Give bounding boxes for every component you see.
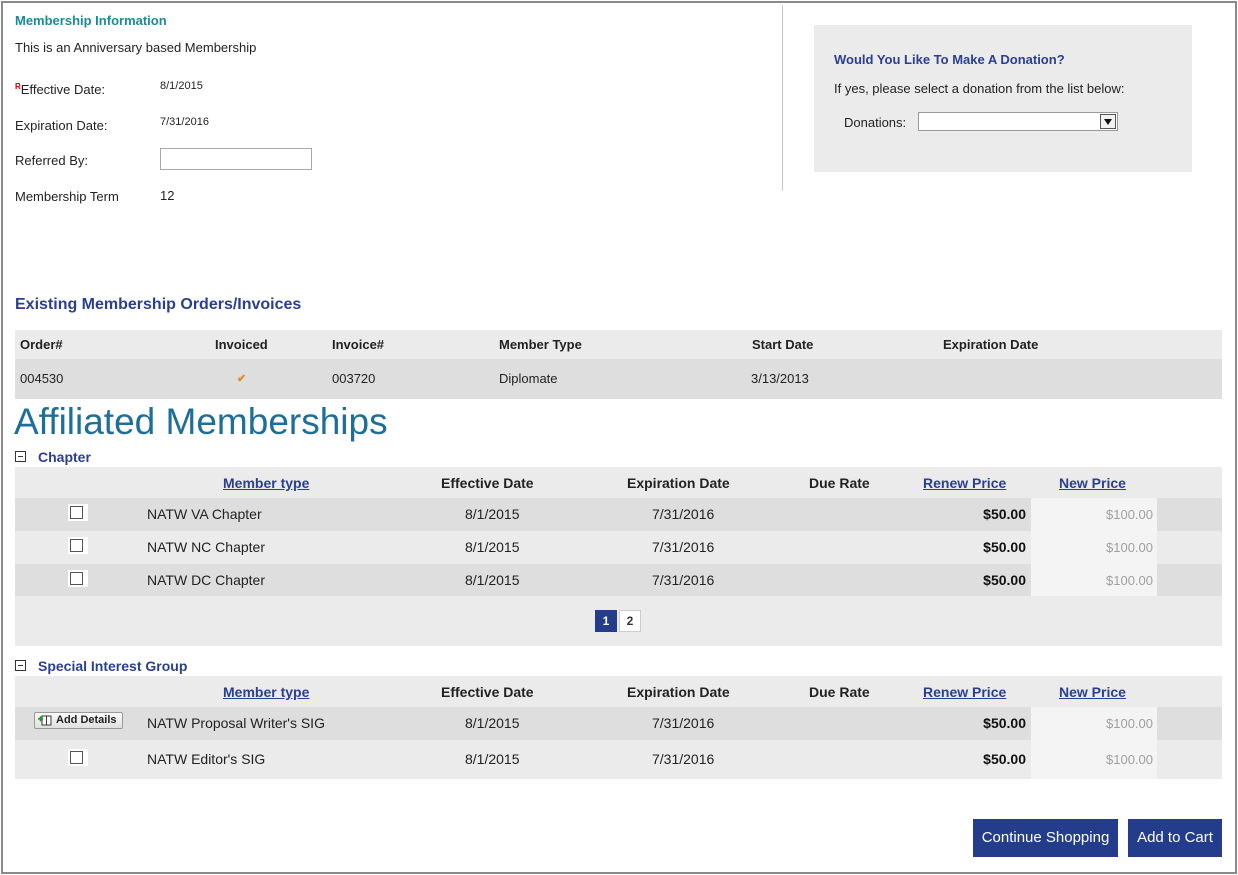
sort-new-price-link[interactable]: New Price xyxy=(1059,684,1126,700)
effective-date: 8/1/2015 xyxy=(465,715,520,731)
donation-description: If yes, please select a donation from the list below: xyxy=(834,81,1125,96)
effective-date: 8/1/2015 xyxy=(465,751,520,767)
sig-group-title[interactable]: Special Interest Group xyxy=(38,658,188,674)
expiration-date: 7/31/2016 xyxy=(652,715,715,731)
checkmark-icon: ✔ xyxy=(237,373,247,385)
required-marker: R xyxy=(15,82,21,91)
minus-box-icon[interactable] xyxy=(15,451,26,462)
membership-term-label: Membership Term xyxy=(15,189,119,204)
add-details-button[interactable] xyxy=(34,712,123,729)
effective-date-value: 8/1/2015 xyxy=(160,80,203,92)
donations-select[interactable] xyxy=(918,112,1118,131)
table-row xyxy=(15,740,1222,779)
sort-member-type-link[interactable]: Member type xyxy=(223,475,310,491)
new-price: $100.00 xyxy=(1106,716,1153,731)
select-checkbox[interactable] xyxy=(70,751,83,764)
effective-date-label-group xyxy=(15,82,105,97)
orders-title: Existing Membership Orders/Invoices xyxy=(15,296,302,313)
select-checkbox[interactable] xyxy=(70,539,83,552)
sort-renew-price-link[interactable]: Renew Price xyxy=(923,475,1007,491)
start-date: 3/13/2013 xyxy=(751,371,809,386)
renew-price: $50.00 xyxy=(983,751,1026,767)
col-invoice: Invoice# xyxy=(332,337,385,352)
table-row xyxy=(15,498,1222,531)
new-price: $100.00 xyxy=(1106,507,1153,522)
sort-member-type-link[interactable]: Member type xyxy=(223,684,310,700)
table-row xyxy=(15,707,1222,740)
add-to-cart-button[interactable]: Add to Cart xyxy=(1128,819,1222,857)
sort-new-price-link[interactable]: New Price xyxy=(1059,475,1126,491)
member-type-name: NATW VA Chapter xyxy=(147,506,262,522)
renew-price: $50.00 xyxy=(983,539,1026,555)
referred-by-label: Referred By: xyxy=(15,153,88,168)
new-price: $100.00 xyxy=(1106,540,1153,555)
col-expiration-date: Expiration Date xyxy=(943,337,1039,352)
member-type-name: NATW DC Chapter xyxy=(147,572,265,588)
expiration-date: 7/31/2016 xyxy=(652,751,715,767)
expiration-date: 7/31/2016 xyxy=(652,539,715,555)
orders-table-header xyxy=(15,330,1222,359)
membership-term-value: 12 xyxy=(160,188,175,203)
col-member-type: Member Type xyxy=(499,337,582,352)
expiration-date: 7/31/2016 xyxy=(652,572,715,588)
col-expiration-date: Expiration Date xyxy=(627,475,730,491)
new-price: $100.00 xyxy=(1106,573,1153,588)
page-1-button[interactable]: 1 xyxy=(595,610,617,632)
table-row xyxy=(15,359,1222,399)
donation-panel xyxy=(814,25,1192,172)
donations-label: Donations: xyxy=(844,115,907,130)
renew-price: $50.00 xyxy=(983,715,1026,731)
referred-by-input[interactable] xyxy=(160,148,312,170)
membership-subtitle: This is an Anniversary based Membership xyxy=(15,40,257,55)
new-price: $100.00 xyxy=(1106,752,1153,767)
col-effective-date: Effective Date xyxy=(441,475,534,491)
renew-price: $50.00 xyxy=(983,506,1026,522)
minus-box-icon[interactable] xyxy=(15,660,26,671)
donation-title: Would You Like To Make A Donation? xyxy=(834,52,1065,67)
select-checkbox[interactable] xyxy=(70,572,83,585)
page-2-button[interactable]: 2 xyxy=(619,610,641,632)
add-book-icon xyxy=(38,715,52,726)
effective-date: 8/1/2015 xyxy=(465,572,520,588)
col-due-rate: Due Rate xyxy=(809,475,870,491)
member-type-name: NATW Editor's SIG xyxy=(147,751,266,767)
sort-renew-price-link[interactable]: Renew Price xyxy=(923,684,1007,700)
chevron-down-icon[interactable] xyxy=(1100,114,1116,129)
chapter-table-header xyxy=(15,467,1222,498)
col-order: Order# xyxy=(20,337,63,352)
invoice-number: 003720 xyxy=(332,371,376,386)
continue-shopping-button[interactable]: Continue Shopping xyxy=(973,819,1118,857)
affiliated-title: Affiliated Memberships xyxy=(14,401,388,442)
col-expiration-date: Expiration Date xyxy=(627,684,730,700)
table-row xyxy=(15,531,1222,564)
col-invoiced: Invoiced xyxy=(215,337,268,352)
pagination xyxy=(15,596,1222,646)
vertical-divider xyxy=(782,5,783,191)
membership-info-title: Membership Information xyxy=(15,13,167,28)
effective-date-label: Effective Date: xyxy=(20,82,106,97)
sig-table-header xyxy=(15,676,1222,707)
expiration-date-value: 7/31/2016 xyxy=(160,116,209,128)
effective-date: 8/1/2015 xyxy=(465,506,520,522)
expiration-date-label: Expiration Date: xyxy=(15,118,108,133)
table-row xyxy=(15,564,1222,597)
col-due-rate: Due Rate xyxy=(809,684,870,700)
expiration-date: 7/31/2016 xyxy=(652,506,715,522)
renew-price: $50.00 xyxy=(983,572,1026,588)
add-details-label: Add Details xyxy=(56,714,117,726)
member-type: Diplomate xyxy=(499,371,558,386)
member-type-name: NATW NC Chapter xyxy=(147,539,265,555)
select-checkbox[interactable] xyxy=(70,506,83,519)
order-number: 004530 xyxy=(20,371,64,386)
col-effective-date: Effective Date xyxy=(441,684,534,700)
col-start-date: Start Date xyxy=(752,337,814,352)
member-type-name: NATW Proposal Writer's SIG xyxy=(147,715,325,731)
chapter-group-title[interactable]: Chapter xyxy=(38,449,91,465)
effective-date: 8/1/2015 xyxy=(465,539,520,555)
